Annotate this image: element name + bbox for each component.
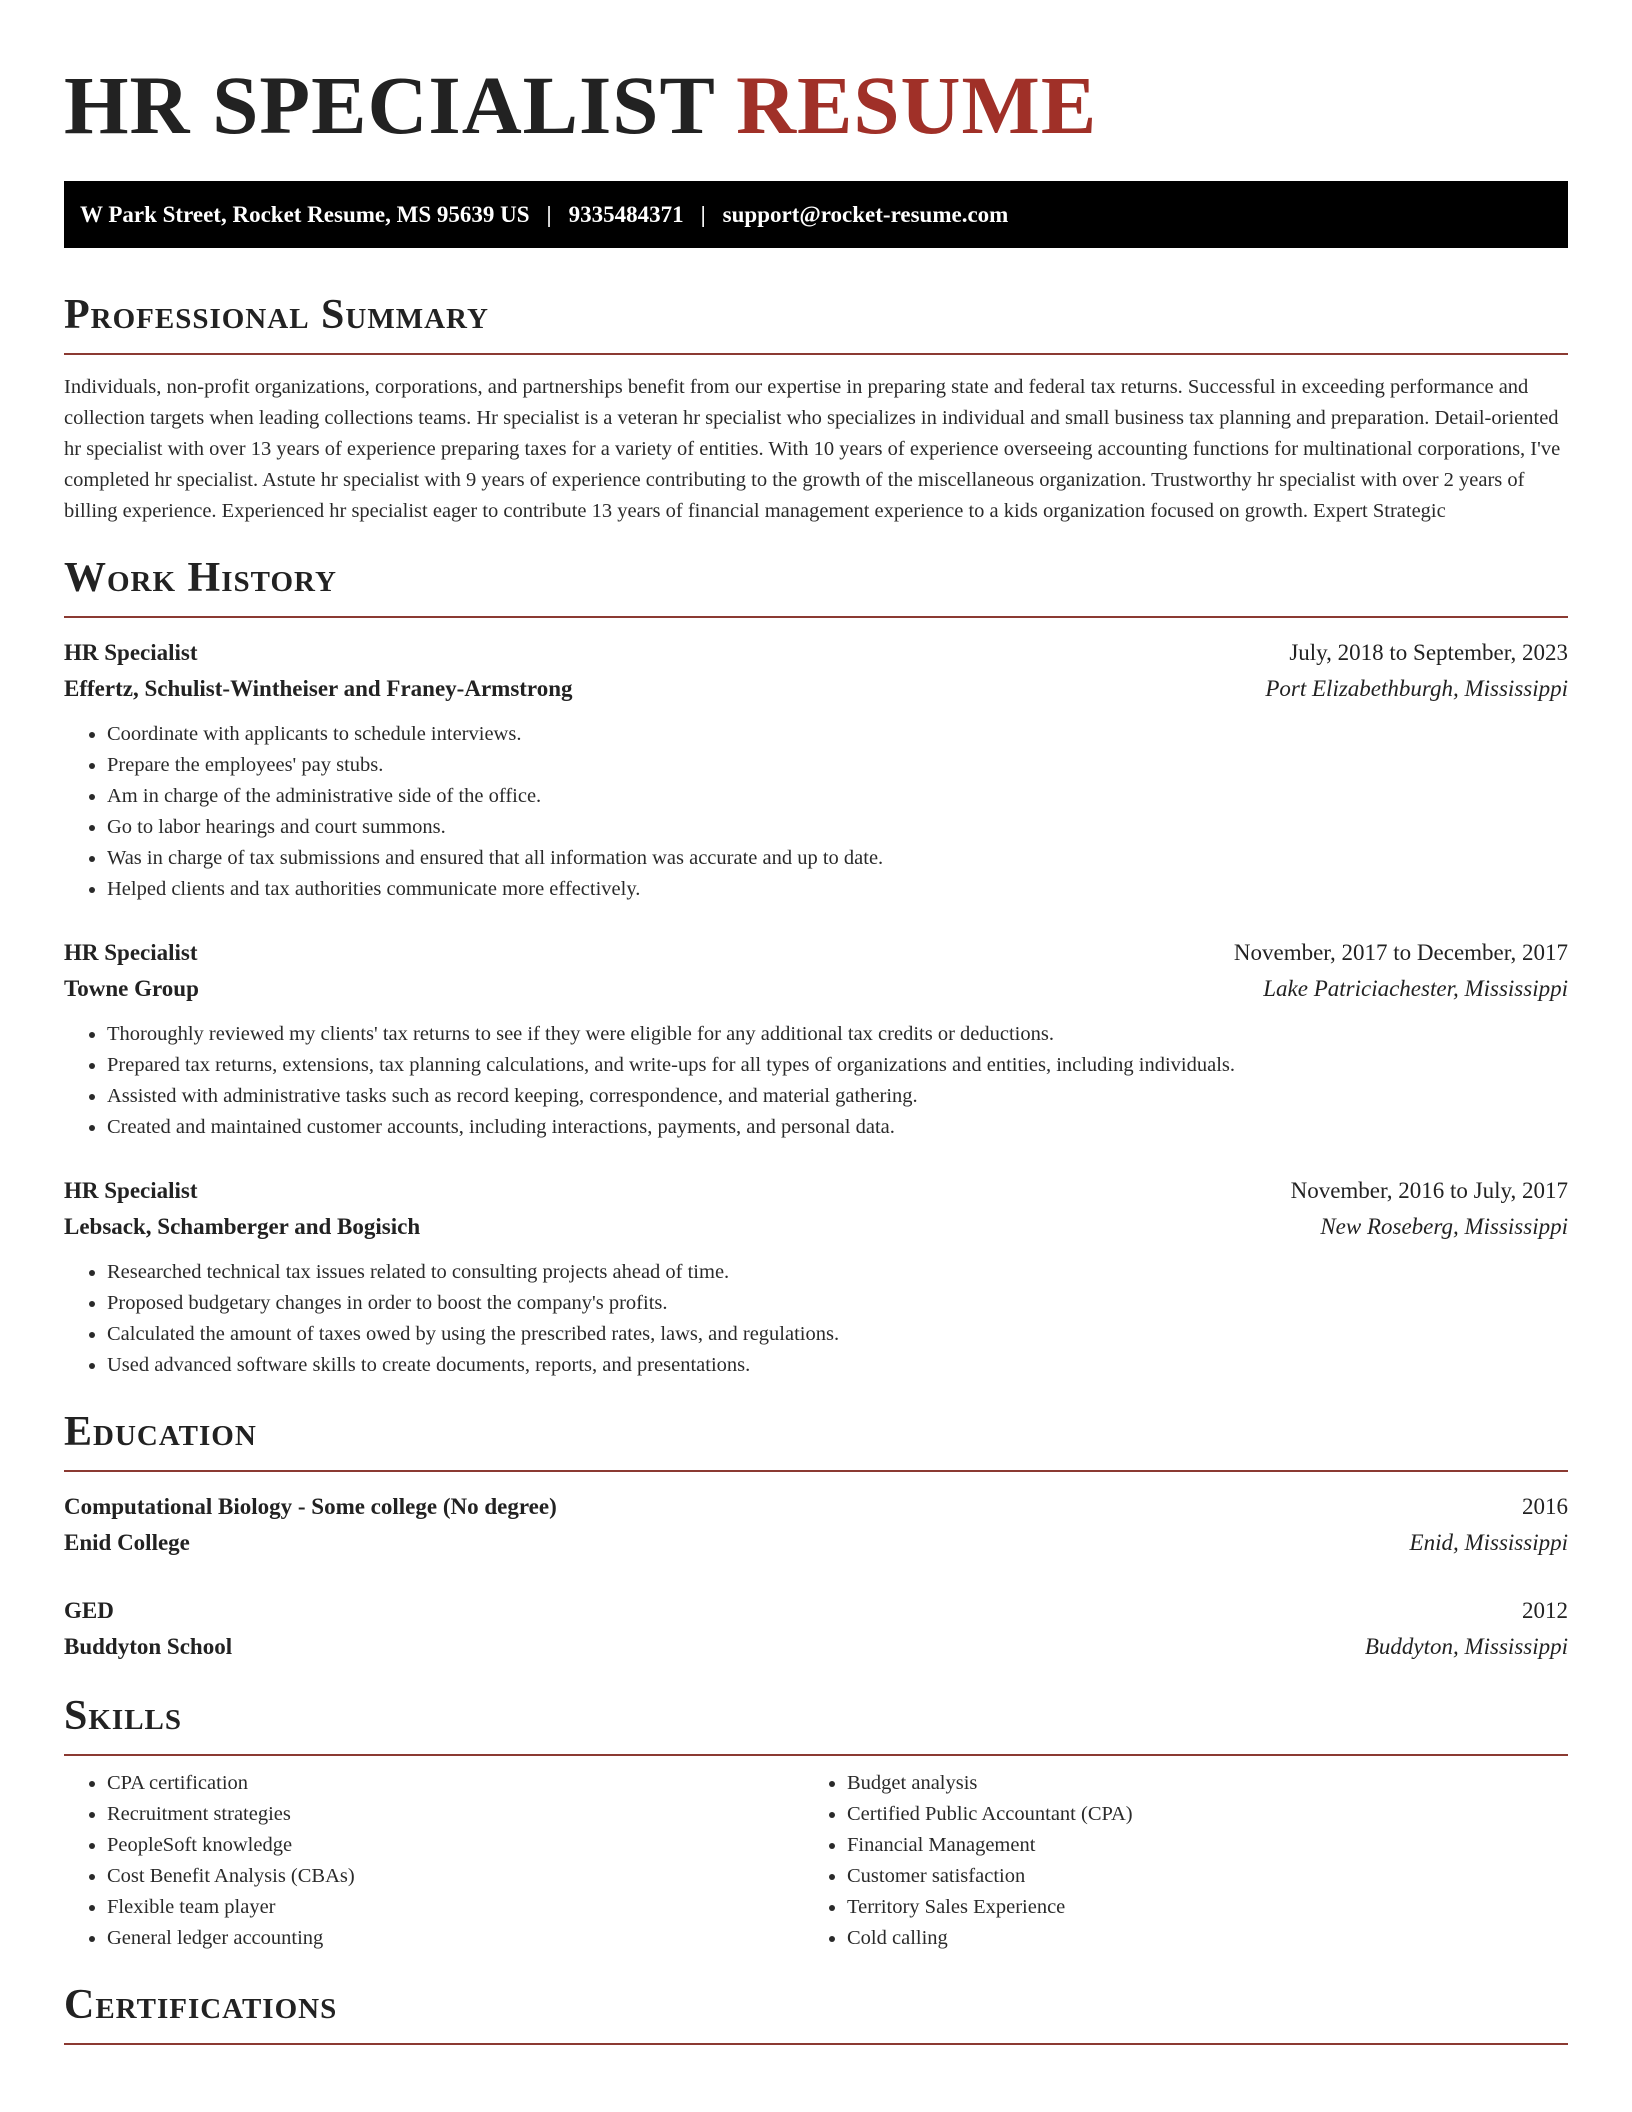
job-duties (64, 719, 1568, 905)
skill-item: • Budget analysis (847, 1768, 1544, 1799)
job-company: Effertz, Schulist-Wintheiser and Franey-Armstrong (64, 676, 573, 701)
skill-item: • Customer satisfaction (847, 1861, 1544, 1892)
skill-item: • CPA certification (107, 1768, 804, 1799)
section-title-skills: Skills (64, 1695, 1568, 1756)
section-title-education: Education (64, 1411, 1568, 1472)
education-section (64, 1411, 1568, 1665)
job-duty: • Used advanced software skills to create documents, reports, and presentations. (107, 1350, 1568, 1381)
education-year: 2016 (1522, 1494, 1568, 1519)
skill-item: • Recruitment strategies (107, 1799, 804, 1830)
contact-phone: 9335484371 (568, 201, 684, 227)
education-year: 2012 (1522, 1598, 1568, 1623)
skill-item: • General ledger accounting (107, 1923, 804, 1954)
certifications-section (64, 1984, 1568, 2045)
job-duties (64, 1019, 1568, 1143)
job-duty: • Coordinate with applicants to schedule interviews. (107, 719, 1568, 750)
job-title: HR Specialist (64, 940, 198, 965)
skills-section (64, 1695, 1568, 1954)
resume-title (64, 59, 1568, 151)
job-duty: • Created and maintained customer accounts, including interactions, payments, and personal data. (107, 1112, 1568, 1143)
title-accent: RESUME (736, 59, 1098, 151)
skills-columns (64, 1768, 1568, 1954)
job-duty: • Thoroughly reviewed my clients' tax returns to see if they were eligible for any additional tax credits or deductions. (107, 1019, 1568, 1050)
job-dates: November, 2017 to December, 2017 (1233, 940, 1568, 965)
skills-list-right (804, 1768, 1544, 1954)
job-duty: • Am in charge of the administrative side of the office. (107, 781, 1568, 812)
summary-text: Individuals, non-profit organizations, corporations, and partnerships benefit from our expertise in preparing state and federal tax returns. Successful in exceeding performance and collection targets when leading collections teams. Hr specialist is a veteran hr specialist who specializes in individual and small business tax planning and preparation. Detail-oriented hr specialist with over 13 years of experience preparing taxes for a variety of entities. With 10 years of experience overseeing accounting functions for multinational corporations, I've completed hr specialist. Astute hr specialist with 9 years of experience contributing to the growth of the miscellaneous organization. Trustworthy hr specialist with over 2 years of billing experience. Experienced hr specialist eager to contribute 13 years of financial management experience to a kids organization focused on growth. Expert Strategic (64, 376, 1561, 522)
skill-item: • Flexible team player (107, 1892, 804, 1923)
job-entry (64, 635, 1568, 905)
section-title-certifications: Certifications (64, 1984, 1568, 2045)
job-location: New Roseberg, Mississippi (1320, 1214, 1568, 1239)
job-company: Towne Group (64, 976, 199, 1001)
title-main: HR SPECIALIST (64, 59, 715, 151)
skill-item: • Cold calling (847, 1923, 1544, 1954)
section-title-work: Work History (64, 557, 1568, 618)
skill-item: • Financial Management (847, 1830, 1544, 1861)
education-entry (64, 1593, 1568, 1665)
work-section (64, 557, 1568, 1381)
job-duty: • Proposed budgetary changes in order to boost the company's profits. (107, 1288, 1568, 1319)
job-entry (64, 1173, 1568, 1381)
job-duty: • Prepared tax returns, extensions, tax planning calculations, and write-ups for all types of organizations and entities, including individuals. (107, 1050, 1568, 1081)
job-entry (64, 935, 1568, 1143)
section-title-summary: Professional Summary (64, 294, 1568, 355)
job-company: Lebsack, Schamberger and Bogisich (64, 1214, 421, 1239)
education-degree: Computational Biology - Some college (No degree) (64, 1494, 557, 1519)
job-title: HR Specialist (64, 1178, 198, 1203)
job-dates: July, 2018 to September, 2023 (1289, 640, 1568, 665)
education-school: Enid College (64, 1530, 190, 1555)
skills-list-left (64, 1768, 804, 1954)
job-title: HR Specialist (64, 640, 198, 665)
job-duty: • Assisted with administrative tasks such as record keeping, correspondence, and material gathering. (107, 1081, 1568, 1112)
contact-address: W Park Street, Rocket Resume, MS 95639 US (80, 201, 530, 227)
job-duty: • Calculated the amount of taxes owed by using the prescribed rates, laws, and regulations. (107, 1319, 1568, 1350)
job-duty: • Go to labor hearings and court summons. (107, 812, 1568, 843)
skill-item: • Territory Sales Experience (847, 1892, 1544, 1923)
education-degree: GED (64, 1598, 114, 1623)
skill-item: • Certified Public Accountant (CPA) (847, 1799, 1544, 1830)
education-location: Enid, Mississippi (1409, 1530, 1568, 1555)
skill-item: • Cost Benefit Analysis (CBAs) (107, 1861, 804, 1892)
skill-item: • PeopleSoft knowledge (107, 1830, 804, 1861)
job-duties (64, 1257, 1568, 1381)
contact-bar (64, 181, 1568, 248)
summary-section (64, 294, 1568, 527)
education-entry (64, 1489, 1568, 1561)
job-duty: • Helped clients and tax authorities communicate more effectively. (107, 874, 1568, 905)
contact-separator: | (700, 201, 706, 227)
job-duty: • Prepare the employees' pay stubs. (107, 750, 1568, 781)
job-dates: November, 2016 to July, 2017 (1290, 1178, 1568, 1203)
contact-email: support@rocket-resume.com (722, 201, 1009, 227)
contact-separator: | (546, 201, 552, 227)
education-school: Buddyton School (64, 1634, 233, 1659)
job-location: Port Elizabethburgh, Mississippi (1265, 676, 1568, 701)
education-location: Buddyton, Mississippi (1364, 1634, 1568, 1659)
job-location: Lake Patriciachester, Mississippi (1263, 976, 1568, 1001)
job-duty: • Researched technical tax issues related to consulting projects ahead of time. (107, 1257, 1568, 1288)
job-duty: • Was in charge of tax submissions and ensured that all information was accurate and up to date. (107, 843, 1568, 874)
